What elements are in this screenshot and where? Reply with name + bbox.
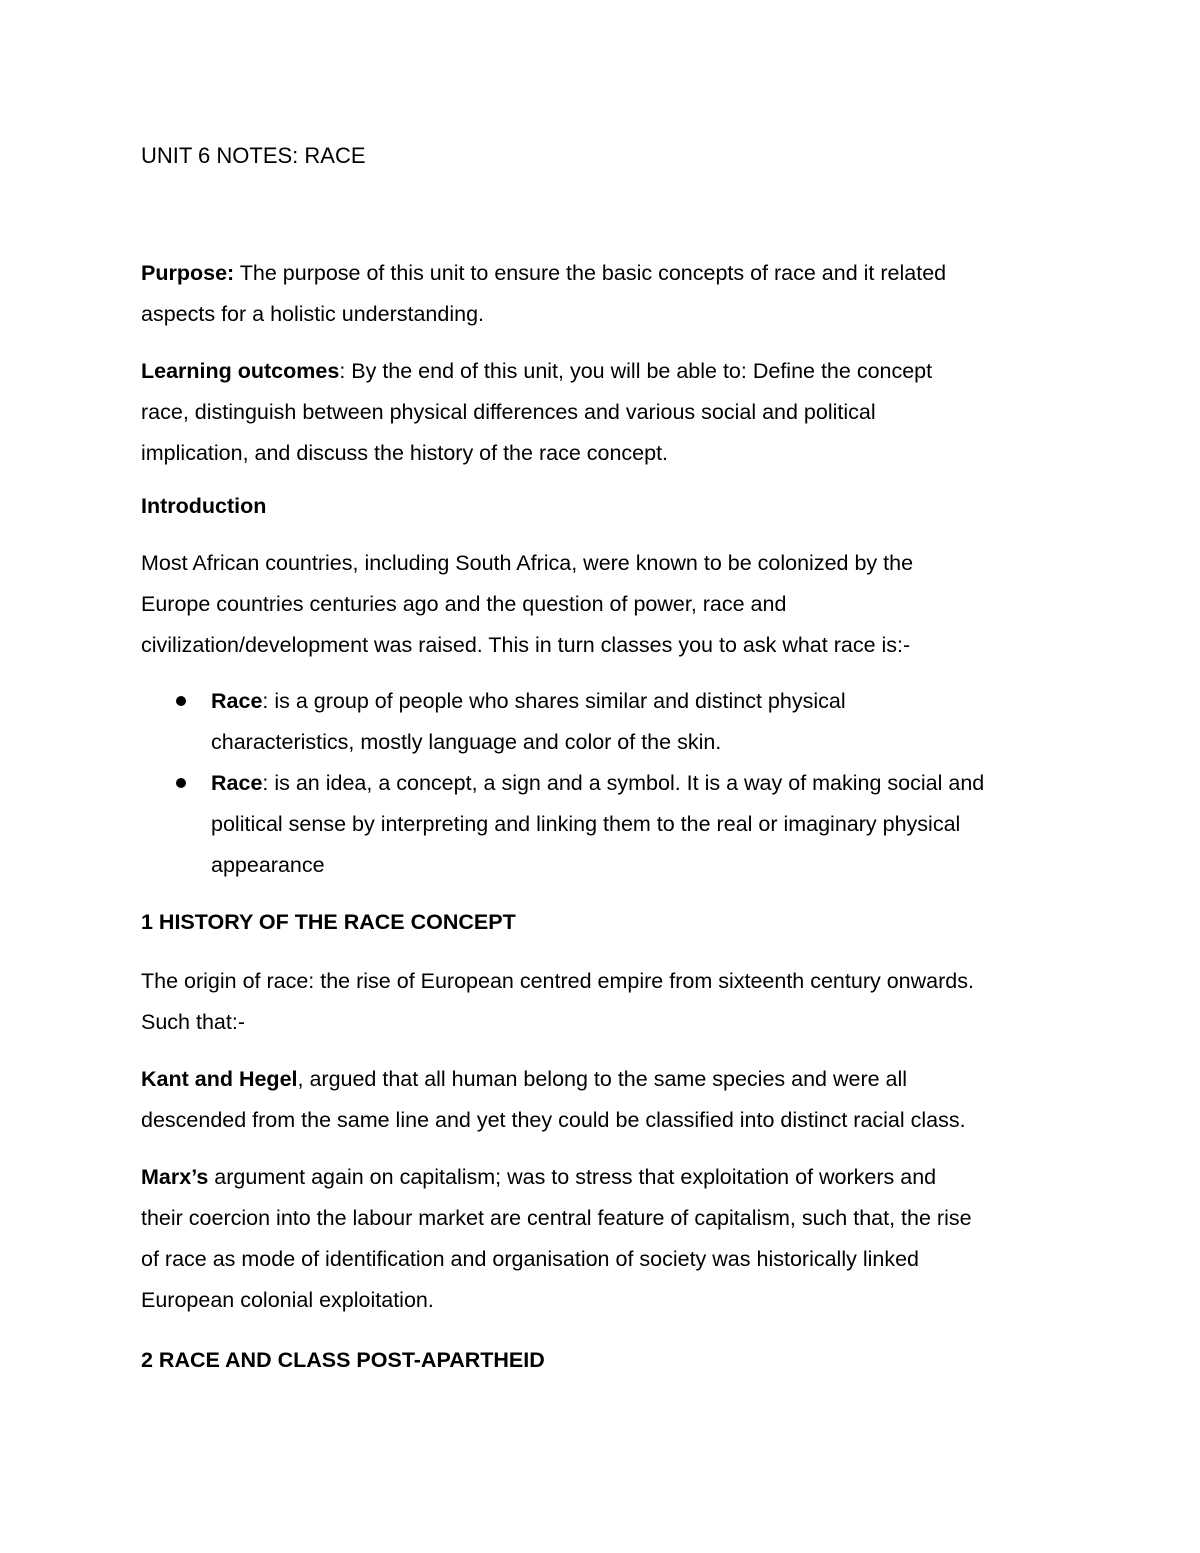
section-1-intro-paragraph: The origin of race: the rise of European centred empire from sixteenth century onwards. Such that:-	[141, 969, 974, 1034]
purpose-paragraph	[141, 253, 1076, 335]
section-1-heading: 1 HISTORY OF THE RACE CONCEPT	[141, 910, 516, 934]
introduction-paragraph: Most African countries, including South Africa, were known to be colonized by the Europe countries centuries ago and the question of power, race and civilization/development was raised. This in turn classes you to ask what race is:-	[141, 551, 914, 657]
marx-paragraph	[141, 1157, 1076, 1321]
document-page	[141, 140, 1076, 1375]
marx-term: Marx’s	[141, 1165, 209, 1189]
learning-outcomes-paragraph	[141, 351, 1076, 474]
bullet-icon	[176, 778, 186, 788]
document-title: UNIT 6 NOTES: RACE	[141, 143, 366, 168]
list-item-term: Race	[211, 771, 263, 795]
list-item	[211, 681, 1076, 763]
kant-hegel-text: , argued that all human belong to the same species and were all descended from the same line and yet they could be classified into distinct racial class.	[141, 1067, 966, 1132]
list-item-text: : is an idea, a concept, a sign and a symbol. It is a way of making social and political sense by interpreting and linking them to the real or imaginary physical appearance	[211, 771, 985, 877]
list-item-term: Race	[211, 689, 263, 713]
learning-outcomes-label: Learning outcomes	[141, 359, 340, 383]
introduction-heading: Introduction	[141, 494, 267, 518]
bullet-icon	[176, 696, 186, 706]
learning-outcomes-text: : By the end of this unit, you will be able to: Define the concept race, distinguish between physical differences and various social and political implication, and discuss the history of the race concept.	[141, 359, 933, 465]
list-item	[211, 763, 1076, 886]
purpose-label: Purpose:	[141, 261, 235, 285]
purpose-text: The purpose of this unit to ensure the basic concepts of race and it related aspects for a holistic understanding.	[141, 261, 947, 326]
list-item-text: : is a group of people who shares similar and distinct physical characteristics, mostly language and color of the skin.	[211, 689, 846, 754]
kant-hegel-paragraph	[141, 1059, 1076, 1141]
section-2-heading: 2 RACE AND CLASS POST-APARTHEID	[141, 1348, 545, 1372]
marx-text: argument again on capitalism; was to stress that exploitation of workers and their coercion into the labour market are central feature of capitalism, such that, the rise of race as mode of identification and organisation of society was historically linked European colonial exploitation.	[141, 1165, 972, 1312]
race-definition-list	[141, 681, 1076, 886]
kant-hegel-term: Kant and Hegel	[141, 1067, 298, 1091]
